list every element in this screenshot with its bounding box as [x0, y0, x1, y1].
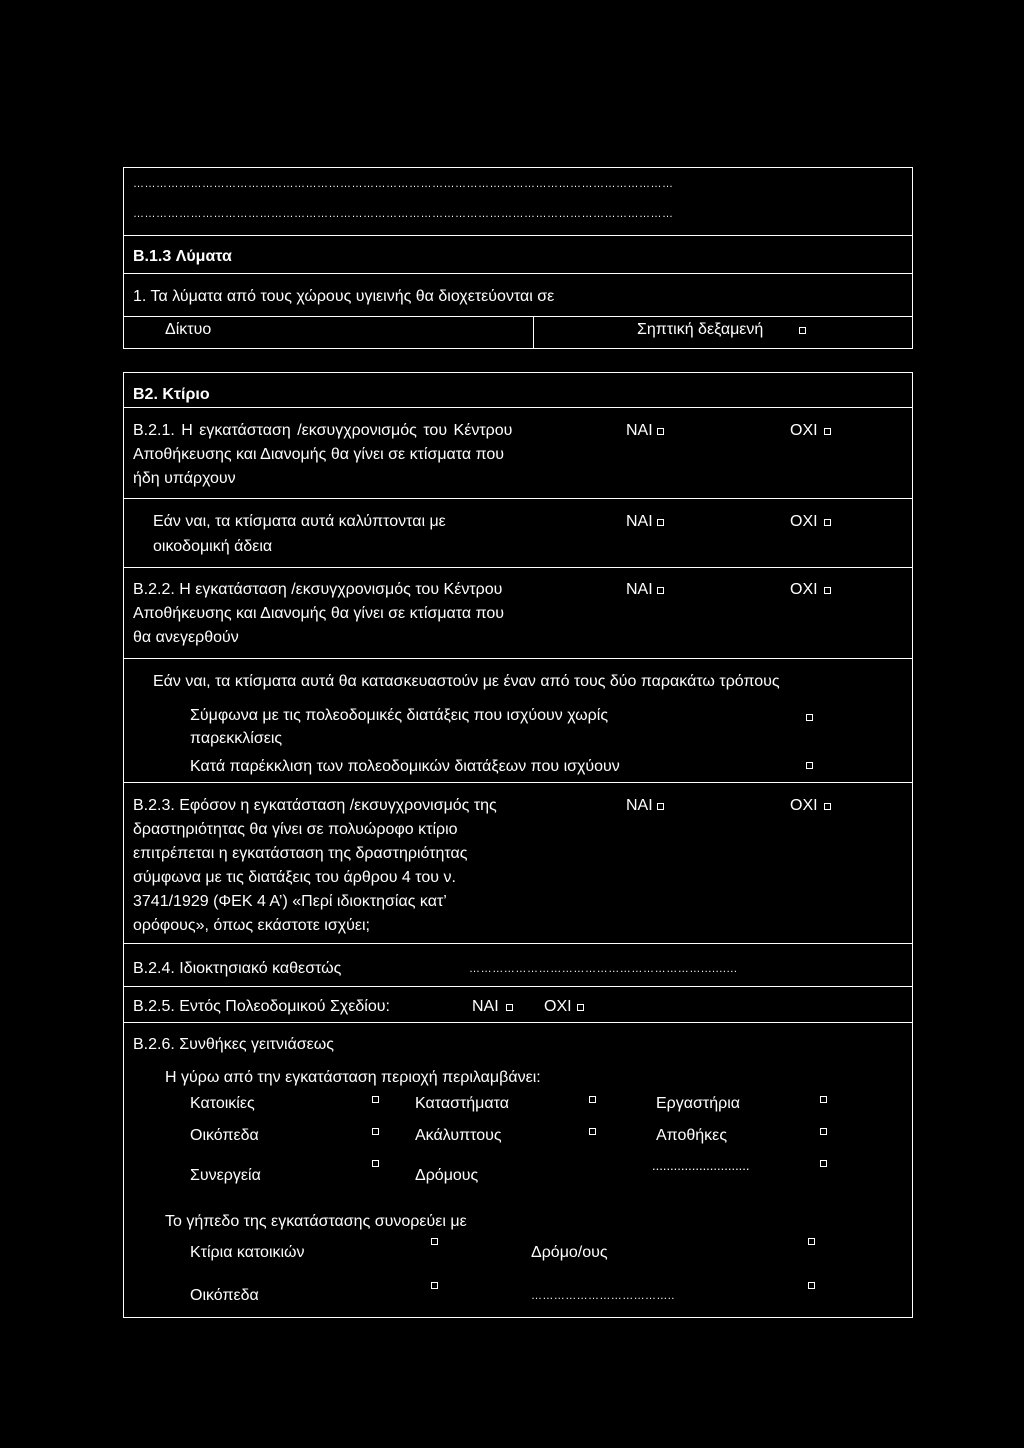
b22-text-line: θα ανεγερθούν	[133, 629, 239, 646]
border-item-checkbox[interactable]	[808, 1282, 815, 1289]
dots-line-1: ……………………………………………………………………………………………………………………………	[133, 178, 674, 190]
no-label: ΟΧΙ	[790, 513, 818, 530]
way-option-1-line: Σύμφωνα με τις πολεοδομικές διατάξεις που ισχύουν χωρίς	[190, 707, 609, 724]
no-label: ΟΧΙ	[790, 581, 818, 598]
border-item-checkbox[interactable]	[808, 1238, 815, 1245]
divider	[123, 986, 913, 987]
b23-text-line: 3741/1929 (ΦΕΚ 4 Α’) «Περί ιδιοκτησίας κατ’	[133, 893, 447, 910]
divider	[123, 1022, 913, 1023]
area-item-checkbox[interactable]	[820, 1096, 827, 1103]
divider	[123, 658, 913, 659]
area-item-checkbox[interactable]	[589, 1128, 596, 1135]
septic-tank-checkbox[interactable]	[799, 327, 806, 334]
area-item-label: Οικόπεδα	[190, 1127, 259, 1144]
b22-text-line: Β.2.2. Η εγκατάσταση /εκσυγχρονισμός του Κέντρου	[133, 581, 503, 598]
area-item-label: Ακάλυπτους	[415, 1127, 502, 1144]
b22-yes-checkbox[interactable]	[657, 587, 664, 594]
b21-no-checkbox[interactable]	[824, 428, 831, 435]
b23-yes-checkbox[interactable]	[657, 803, 664, 810]
divider	[123, 273, 913, 274]
borders-intro: Το γήπεδο της εγκατάστασης συνορεύει με	[165, 1213, 467, 1230]
area-item-label: Κατοικίες	[190, 1095, 255, 1112]
b23-text-line: σύμφωνα με τις διατάξεις του άρθρου 4 του ν.	[133, 869, 456, 886]
urban-plan-label: Β.2.5. Εντός Πολεοδομικού Σχεδίου:	[133, 998, 390, 1015]
b23-text-line: ορόφους», όπως εκάστοτε ισχύει;	[133, 917, 370, 934]
permit-text-line: Εάν ναι, τα κτίσματα αυτά καλύπτονται με	[153, 513, 446, 530]
b23-no-checkbox[interactable]	[824, 803, 831, 810]
area-item-checkbox[interactable]	[589, 1096, 596, 1103]
area-item-checkbox[interactable]	[372, 1128, 379, 1135]
section-heading-b13: B.1.3 Λύματα	[133, 248, 232, 265]
border-item-checkbox[interactable]	[431, 1238, 438, 1245]
area-item-label: Δρόμους	[415, 1167, 479, 1184]
divider	[123, 407, 913, 408]
way-option-1-line: παρεκκλίσεις	[190, 730, 283, 747]
yes-label: ΝΑΙ	[626, 513, 653, 530]
b23-text-line: δραστηριότητας θα γίνει σε πολυώροφο κτίριο	[133, 821, 458, 838]
no-label: ΟΧΙ	[790, 797, 818, 814]
option-network-label: Δίκτυο	[165, 321, 212, 338]
area-item-checkbox[interactable]	[820, 1160, 827, 1167]
area-item-checkbox[interactable]	[372, 1096, 379, 1103]
border-item-label: Κτίρια κατοικιών	[190, 1244, 305, 1261]
border-item-checkbox[interactable]	[431, 1282, 438, 1289]
divider	[123, 567, 913, 568]
dots-line-2: ……………………………………………………………………………………………………………………………	[133, 208, 674, 220]
area-item-label: Αποθήκες	[656, 1127, 728, 1144]
border-item-other-field[interactable]: ………………………………..	[531, 1290, 675, 1302]
urban-plan-yes-label: ΝΑΙ	[472, 998, 499, 1015]
divider	[123, 943, 913, 944]
b23-text-line: επιτρέπεται η εγκατάσταση της δραστηριότητας	[133, 845, 468, 862]
option-septic-label: Σηπτική δεξαμενή	[637, 321, 764, 338]
urban-plan-no-label: ΟΧΙ	[544, 998, 572, 1015]
divider	[533, 316, 534, 349]
section-heading-b2: Β2. Κτίριο	[133, 386, 210, 403]
b22-text-line: Αποθήκευσης και Διανομής θα γίνει σε κτίσματα που	[133, 605, 505, 622]
area-item-label: Συνεργεία	[190, 1167, 261, 1184]
area-item-label: Καταστήματα	[415, 1095, 509, 1112]
b22-no-checkbox[interactable]	[824, 587, 831, 594]
b21-text-line: Αποθήκευσης και Διανομής θα γίνει σε κτίσματα που	[133, 446, 505, 463]
neighborhood-heading: Β.2.6. Συνθήκες γειτνιάσεως	[133, 1036, 334, 1053]
area-item-checkbox[interactable]	[820, 1128, 827, 1135]
b21-text-line: ήδη υπάρχουν	[133, 470, 236, 487]
way-option-2-checkbox[interactable]	[806, 762, 813, 769]
divider	[123, 782, 913, 783]
urban-plan-no-checkbox[interactable]	[577, 1004, 584, 1011]
b21-text-line: Β.2.1. Η εγκατάσταση /εκσυγχρονισμός του Κέντρου	[133, 422, 513, 439]
way-option-1-checkbox[interactable]	[806, 714, 813, 721]
area-item-checkbox[interactable]	[372, 1160, 379, 1167]
yes-label: ΝΑΙ	[626, 581, 653, 598]
urban-plan-yes-checkbox[interactable]	[506, 1004, 513, 1011]
surrounding-area-intro: Η γύρω από την εγκατάσταση περιοχή περιλαμβάνει:	[165, 1069, 541, 1086]
b23-text-line: Β.2.3. Εφόσον η εγκατάσταση /εκσυγχρονισμός της	[133, 797, 497, 814]
border-item-label: Οικόπεδα	[190, 1287, 259, 1304]
yes-label: ΝΑΙ	[626, 422, 653, 439]
construction-ways-intro: Εάν ναι, τα κτίσματα αυτά θα κατασκευαστούν με έναν από τους δύο παρακάτω τρόπους	[153, 673, 780, 690]
ownership-status-field[interactable]: ……………………………………………………..........	[469, 963, 738, 975]
divider	[123, 498, 913, 499]
area-item-other-field[interactable]: ...........................	[652, 1158, 750, 1173]
permit-no-checkbox[interactable]	[824, 519, 831, 526]
divider	[123, 316, 913, 317]
b21-yes-checkbox[interactable]	[657, 428, 664, 435]
yes-label: ΝΑΙ	[626, 797, 653, 814]
divider	[123, 235, 913, 236]
area-item-label: Εργαστήρια	[656, 1095, 741, 1112]
no-label: ΟΧΙ	[790, 422, 818, 439]
sewage-question: 1. Τα λύματα από τους χώρους υγιεινής θα διοχετεύονται σε	[133, 288, 555, 305]
border-item-label: Δρόμο/ους	[531, 1244, 608, 1261]
permit-text-line: οικοδομική άδεια	[153, 538, 273, 555]
way-option-2-label: Κατά παρέκκλιση των πολεοδομικών διατάξεων που ισχύουν	[190, 758, 620, 775]
permit-yes-checkbox[interactable]	[657, 519, 664, 526]
ownership-status-label: Β.2.4. Ιδιοκτησιακό καθεστώς	[133, 960, 342, 977]
section-b13-box	[123, 167, 913, 349]
